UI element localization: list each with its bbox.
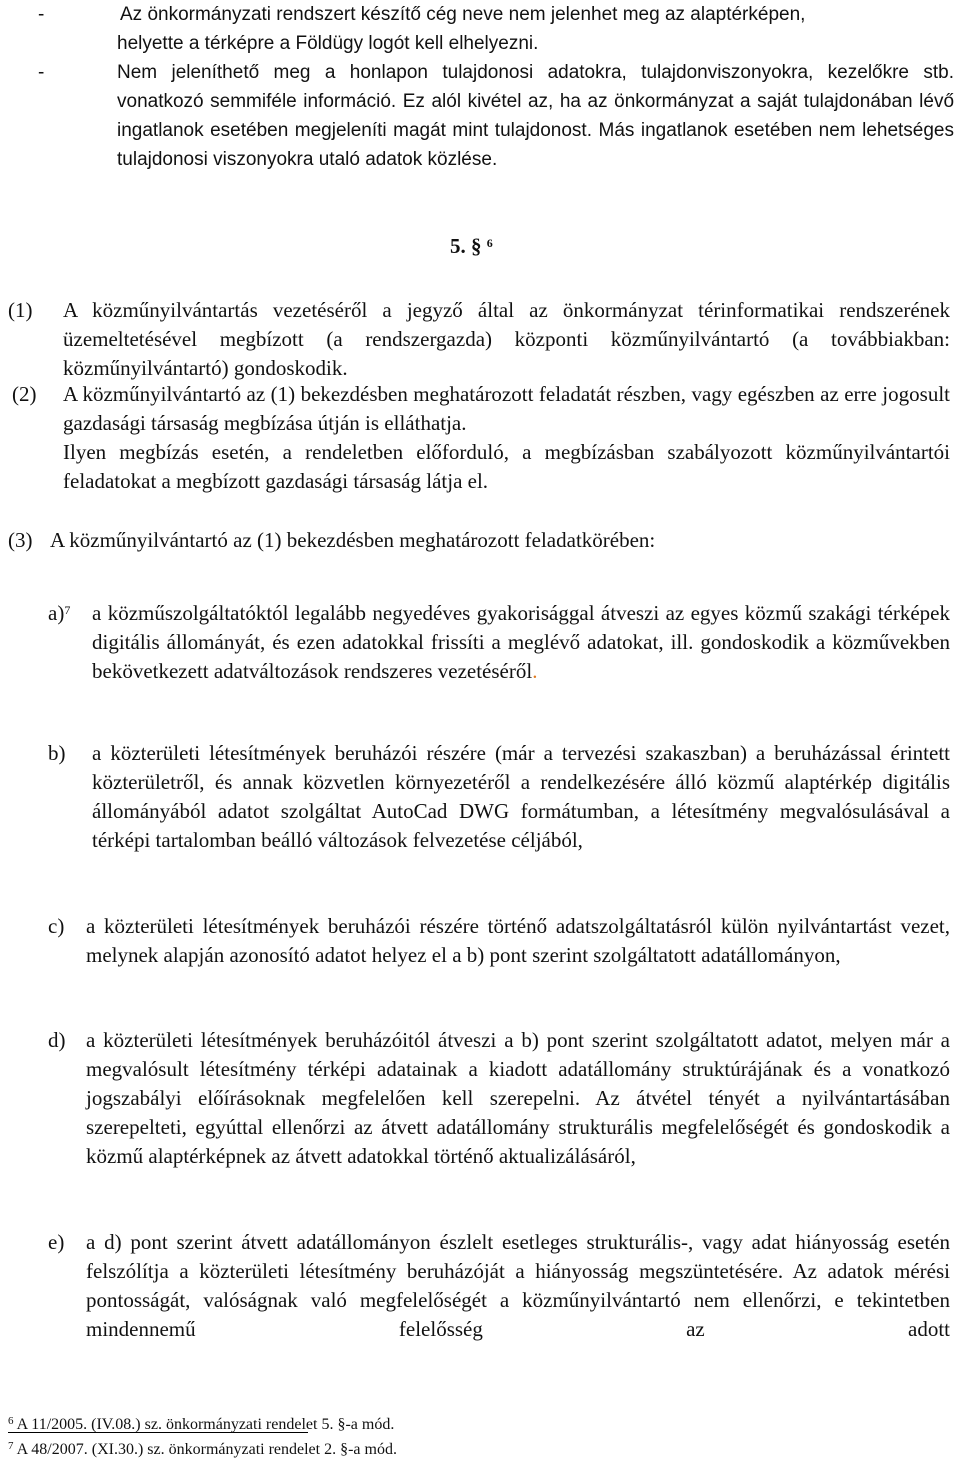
bullet-dash-1: - [38,4,45,25]
bullet-1-line-1: Az önkormányzati rendszert készítő cég neve nem jelenhet meg az alaptérképen, [120,4,806,25]
footnote-6-text: A 11/2005. (IV.08.) sz. önkormányzati rendelet 5. §-a mód. [16,1416,395,1433]
bullet-2-part-3: Más ingatlanok esetében nem lehetséges tulajdonosi viszonyokra utaló adatok közlése. [117,120,954,170]
bullet-dash-2: - [38,62,45,83]
footnote-ref-7: 7 [64,603,71,617]
bullet-2-part-2: Ez alól kivétel az, ha az önkormányzat a saját tulajdonában lévő ingatlanok esetében megjeleníti magát mint tulajdonost. [117,91,955,141]
footnote-6-number: 6 [8,1415,14,1427]
item-d-part-2: Az átvétel tényét a nyilvántartásában szerepelteti, egyúttal ellenőrzi az átvett adatállomány strukturális megfelelőségét és gondoskodik a közmű alaptérképnek az átvett adatokkal történő aktualizálásáról, [86,1086,950,1168]
footnote-7 [8,1439,397,1461]
paragraph-1-number: (1) [8,298,33,322]
bullet-2-text [117,58,954,174]
item-e-text [86,1228,950,1344]
item-c-text: a közterületi létesítmények beruházói részére történő adatszolgáltatásról külön nyilvántartást vezet, melynek alapján azonosító adatot helyez el a b) pont szerint szolgáltatott adatállományon, [86,914,950,967]
item-a-body: a közműszolgáltatóktól legalább negyedéves gyakorisággal átveszi az egyes közmű szakági térképek digitális állományát, és ezen adatokkal frissíti a meglévő adatokat, ill. gondoskodik a közművekben bekövetkezett adatváltozások rendszeres vezetéséről [92,601,950,683]
item-d-label: d) [48,1028,66,1052]
item-d-text [86,1026,950,1171]
paragraph-2-text-b: Ilyen megbízás esetén, a rendeletben előforduló, a megbízásban szabályozott közműnyilvántartói feladatokat a megbízott gazdasági társaság látja el. [63,440,950,493]
item-c-label: c) [48,914,65,938]
item-a-label [48,599,70,628]
section-heading [450,232,493,261]
paragraph-3-text: A közműnyilvántartó az (1) bekezdésben meghatározott feladatkörében: [50,528,656,552]
footnote-6 [8,1414,394,1436]
item-d-part-1: a közterületi létesítmények beruházóitól átveszi a b) pont szerint szolgáltatott adatot, melyen már a megvalósult létesítmény térképi adatainak a kiadott adatállomány struktúrájának és a vonatkozó jogszabályi előírásoknak megfelelően kell szerepelni. [86,1028,950,1110]
item-b-text: a közterületi létesítmények beruházói részére (már a tervezési szakaszban) a beruházással érintett közterületről, és annak közvetlen környezetéről a rendelkezésére álló közmű alaptérkép digitális állományából adatot szolgáltat AutoCad DWG formátumban, a létesítmény megvalósulásával a térképi tartalomban beálló változások felvezetése céljából, [92,741,950,852]
item-e-label: e) [48,1230,65,1254]
item-a-text [92,599,950,686]
bullet-2-part-1: Nem jeleníthető meg a honlapon tulajdonosi adatokra, tulajdonviszonyokra, kezelőkre stb. vonatkozó semmiféle információ. [117,62,954,112]
footnote-7-number: 7 [8,1440,14,1452]
item-a-letter: a) [48,601,65,625]
item-b-label: b) [48,741,66,765]
footnote-7-text: A 48/2007. (XI.30.) sz. önkormányzati rendelet 2. §-a mód. [16,1441,397,1458]
item-e-part-1: a d) pont szerint átvett adatállományon észlelt esetleges strukturális-, vagy adat hiányosság esetén felszólítja a közterületi létesítmény beruházóját a hiányosság megszüntetésére. [86,1230,950,1283]
paragraph-1-text: A közműnyilvántartás vezetéséről a jegyző által az önkormányzat térinformatikai rendszerének üzemeltetésével megbízott (a rendszergazda) központi közműnyilvántartó (a továbbiakban: közműnyilvántartó) gondoskodik. [63,298,950,380]
item-a-period: . [532,659,538,683]
paragraph-2-number: (2) [12,382,37,406]
paragraph-3-number: (3) [8,528,33,552]
footnote-ref-6: 6 [486,236,493,250]
section-number: 5. § [450,234,482,258]
bullet-1-line-2: helyette a térképre a Földügy logót kell elhelyezni. [117,33,539,54]
item-e-part-2: Az adatok mérési pontosságát, valóságnak való megfelelőségét a közműnyilvántartó nem ellenőrzi, e tekintetben mindennemű felelősség az adott [86,1259,950,1341]
paragraph-2-text-a: A közműnyilvántartó az (1) bekezdésben meghatározott feladatát részben, vagy egészben az erre jogosult gazdasági társaság megbízása útján is elláthatja. [63,382,950,435]
